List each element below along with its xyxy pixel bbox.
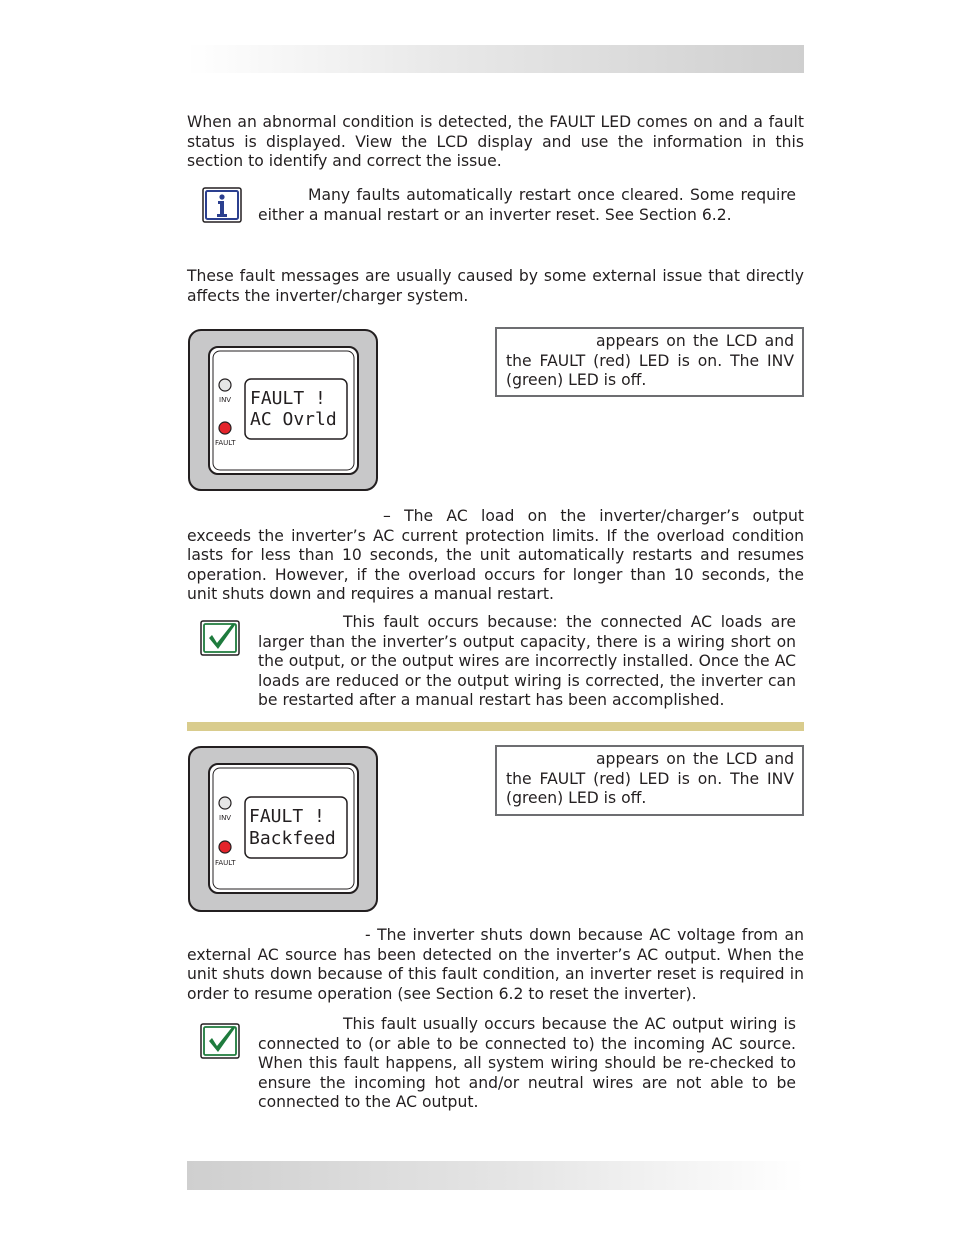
description-ac-overload: – The AC load on the inverter/charger’s output exceeds the inverter’s AC current protection limits. If the overload condition lasts for less than 10 seconds, the unit automatically restarts and resumes operation. However, if the overload occurs for longer than 10 seconds, the unit shuts down and requires a manual restart. [187,507,804,603]
remedy-ac-overload: This fault occurs because: the connected AC loads are larger than the inverter’s output capacity, there is a wiring short on the output, or the output wires are incorrectly installed. Once the AC loads are reduced or the output wiring is corrected, the inverter can be restarted after a manual restart has been accomplished. [258,613,796,709]
lcd-panel-ac-overload [187,329,380,492]
inv-led-label: INV [219,396,232,404]
callout-backfeed: appears on the LCD and the FAULT (red) LED is on. The INV (green) LED is off. [495,745,804,816]
remedy-backfeed: This fault usually occurs because the AC output wiring is connected to (or able to be connected to) the incoming AC source. When this fault happens, all system wiring should be re-checked to ensure the incoming hot and/or neutral wires are not able to be connected to the AC output. [258,1015,796,1111]
check-icon [200,620,240,656]
fault-led [219,841,231,853]
lcd-panel-backfeed [187,746,380,913]
inv-led [219,379,231,391]
fault-led [219,422,231,434]
lcd-line-2: AC Ovrld [250,409,337,430]
info-note-text: Many faults automatically restart once cleared. Some require either a manual restart or an inverter reset. See Section 6.2. [258,186,796,224]
fault-led-label: FAULT [215,859,236,867]
check-icon [200,1023,240,1059]
footer-bar [187,1161,804,1190]
callout-ac-overload: appears on the LCD and the FAULT (red) LED is on. The INV (green) LED is off. [495,327,804,397]
lcd-line-2: Backfeed [249,828,336,849]
lcd-line-1: FAULT ! [249,806,325,827]
header-bar [187,45,804,73]
fault-led-label: FAULT [215,439,236,447]
lcd-line-1: FAULT ! [250,388,326,409]
description-backfeed: - The inverter shuts down because AC voltage from an external AC source has been detected on the inverter’s AC output. When the unit shuts down because of this fault condition, an inverter reset is required in order to resume operation (see Section 6.2 to reset the inverter). [187,926,804,1003]
inv-led [219,797,231,809]
inv-led-label: INV [219,814,232,822]
info-icon [202,187,242,223]
section-divider [187,722,804,731]
intro-paragraph: When an abnormal condition is detected, the FAULT LED comes on and a fault status is displayed. View the LCD display and use the information in this section to identify and correct the issue. [187,113,804,170]
external-faults-intro: These fault messages are usually caused by some external issue that directly affects the inverter/charger system. [187,267,804,305]
